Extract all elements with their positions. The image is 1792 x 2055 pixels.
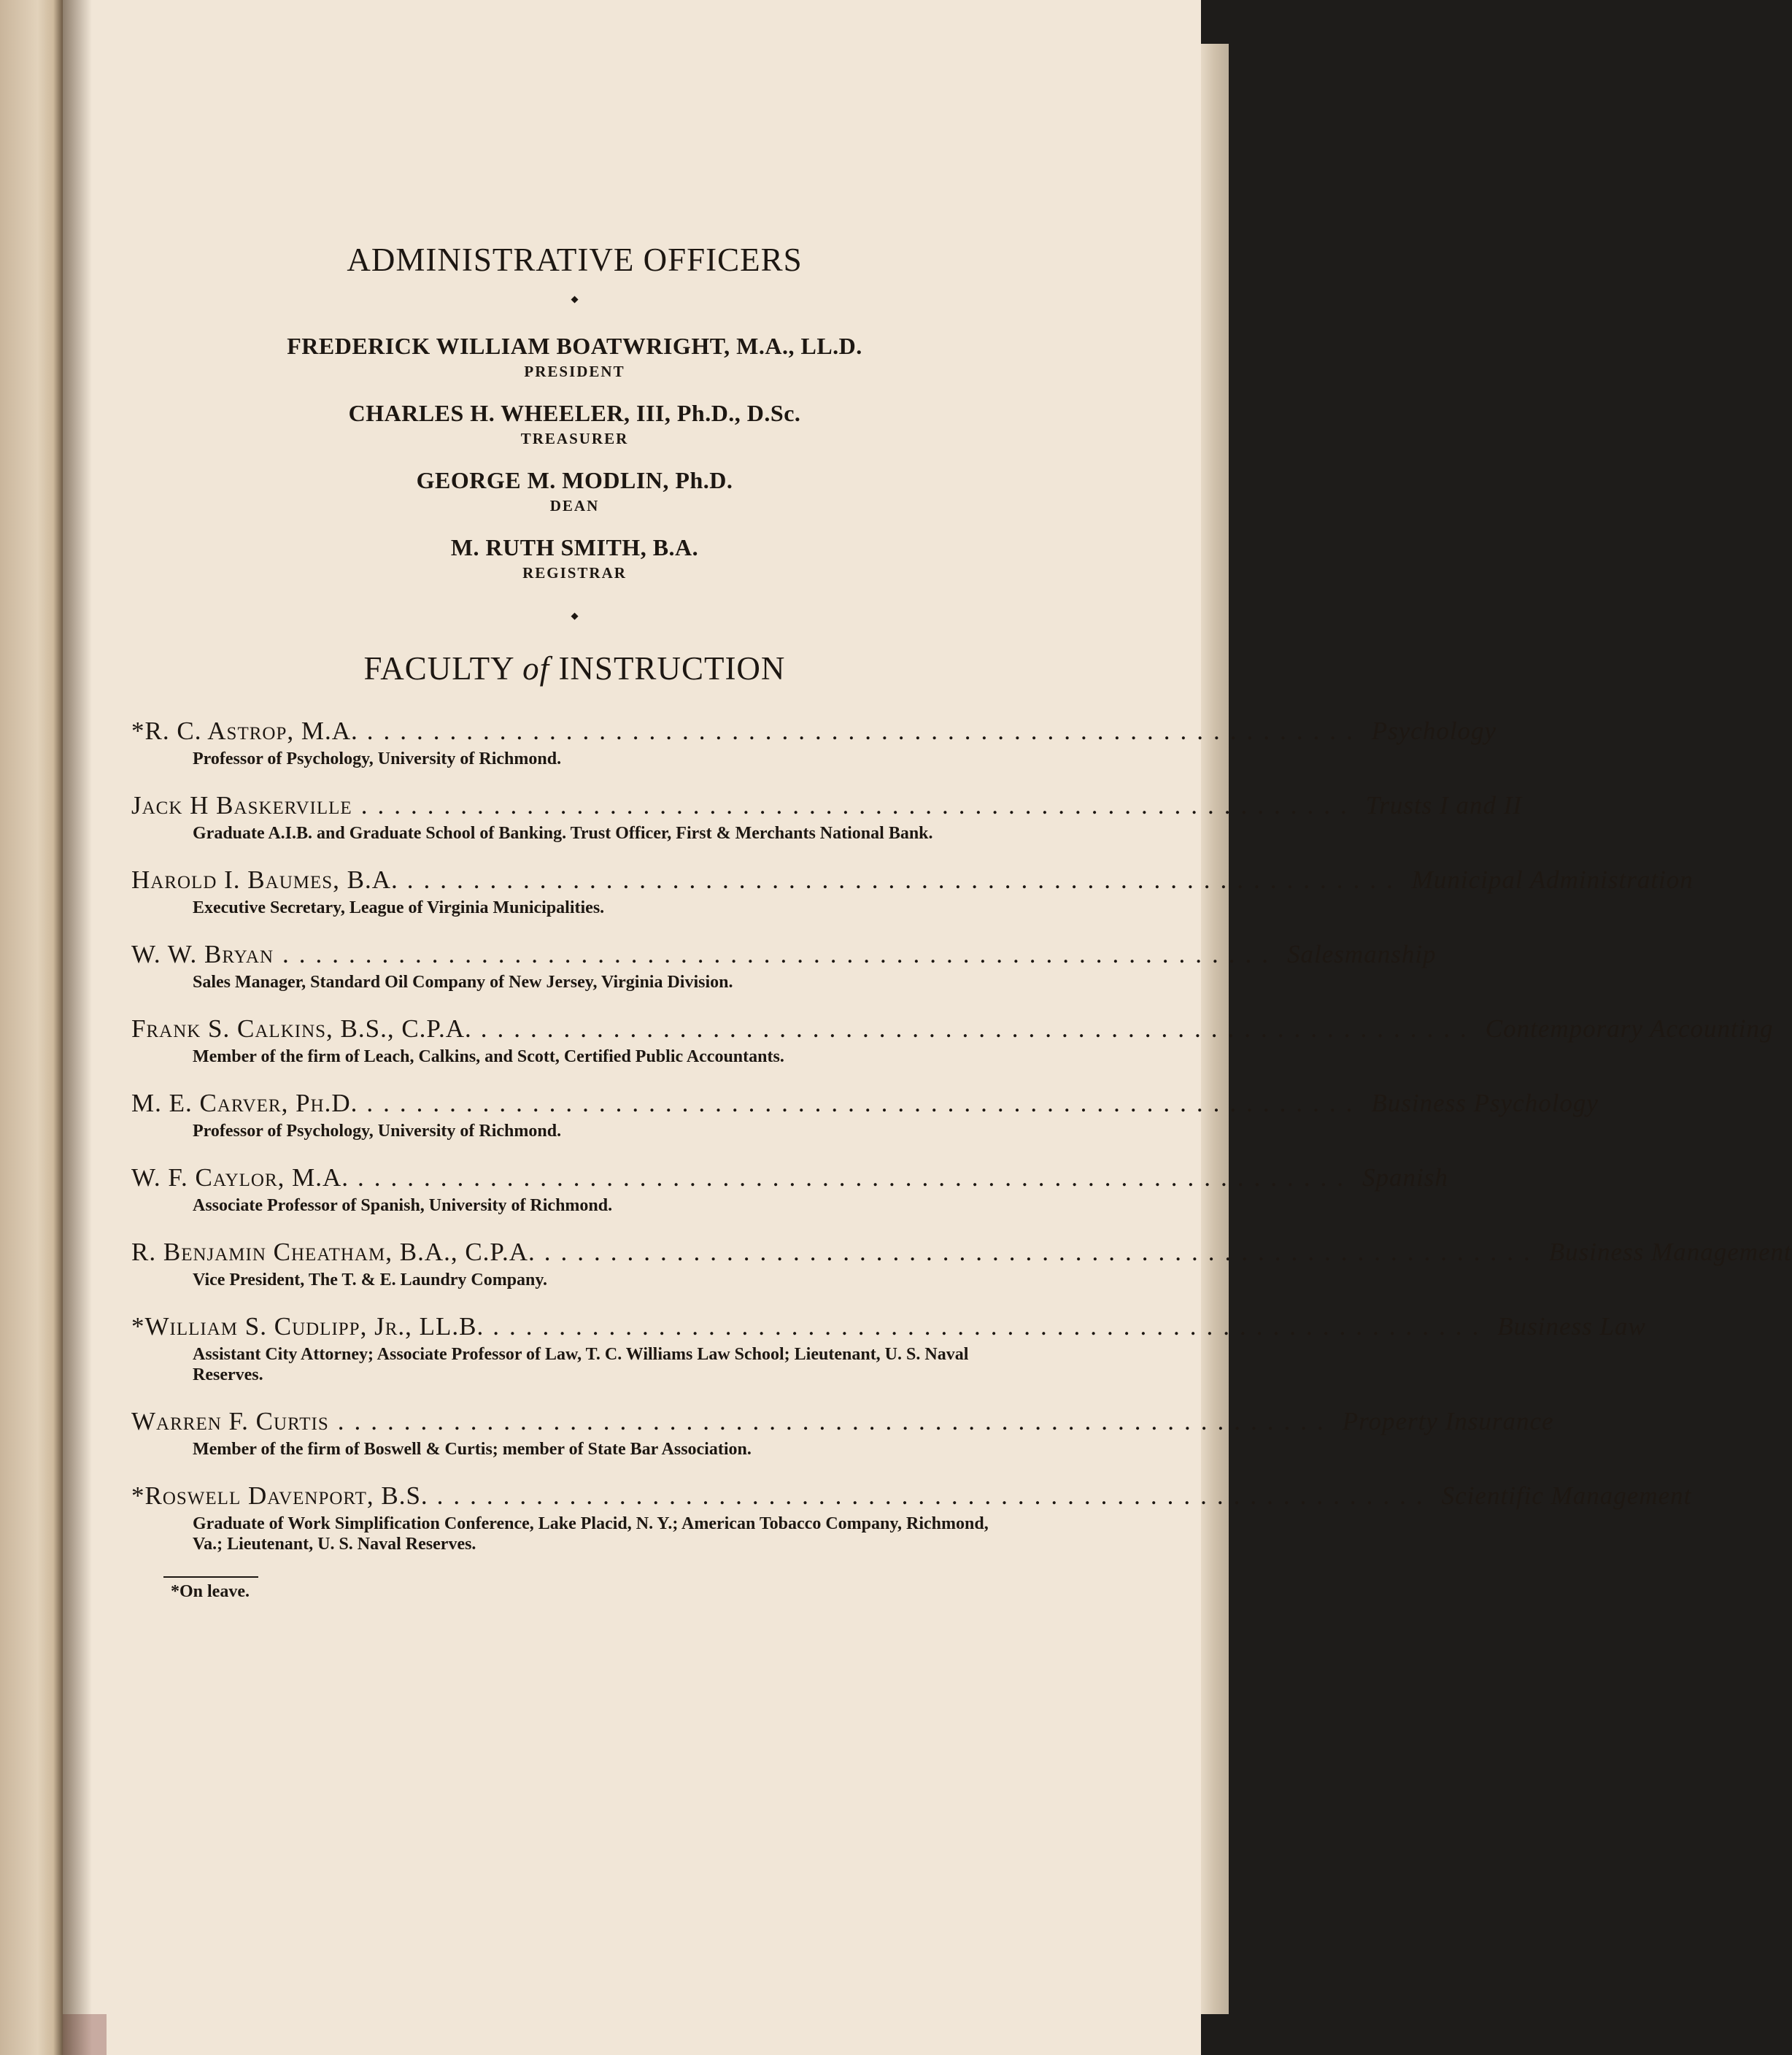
faculty-description: Assistant City Attorney; Associate Professor of Law, T. C. Williams Law School; Lieutenant, U. S. Naval Reserves. <box>193 1345 969 1384</box>
faculty-subject: Property Insurance <box>1342 1407 1554 1435</box>
faculty-description: Associate Professor of Spanish, University of Richmond. <box>193 1196 613 1215</box>
faculty-entry <box>131 791 1523 844</box>
officer-treasurer <box>131 400 1018 448</box>
faculty-entry-line <box>131 1089 1599 1118</box>
faculty-description: Executive Secretary, League of Virginia Municipalities. <box>193 898 605 917</box>
faculty-entry-line <box>131 1481 1692 1511</box>
faculty-entry <box>131 1312 1646 1385</box>
faculty-subject: Business Management <box>1548 1238 1792 1266</box>
faculty-entry <box>131 1238 1792 1290</box>
spine-shadow <box>63 0 92 2055</box>
faculty-name: M. E. Carver, Ph.D. <box>131 1089 358 1117</box>
faculty-list <box>131 717 1792 1554</box>
faculty-entry-line <box>131 940 1437 969</box>
faculty-description: Member of the firm of Boswell & Curtis; member of State Bar Association. <box>193 1440 752 1459</box>
faculty-title <box>131 649 1018 687</box>
officer-dean <box>131 467 1018 515</box>
faculty-name: R. Benjamin Cheatham, B.A., C.P.A. <box>131 1238 536 1266</box>
officer-name: CHARLES H. WHEELER, III, Ph.D., D.Sc. <box>348 400 801 426</box>
faculty-entry <box>131 1407 1554 1460</box>
administrative-officers-title: ADMINISTRATIVE OFFICERS <box>347 242 803 278</box>
dot-leader: ............................................................ <box>366 717 1363 745</box>
faculty-entry-line <box>131 1238 1792 1267</box>
faculty-subject: Trusts I and II <box>1365 791 1523 820</box>
dot-leader: ............................................................ <box>337 1407 1334 1435</box>
faculty-subject: Business Law <box>1497 1312 1646 1341</box>
officer-role: PRESIDENT <box>524 363 625 380</box>
faculty-entry-line <box>131 717 1497 746</box>
dot-leader: ............................................................ <box>358 1163 1354 1192</box>
faculty-description: Professor of Psychology, University of Richmond. <box>193 749 562 768</box>
dot-leader: ............................................................ <box>436 1481 1433 1510</box>
faculty-name: Frank S. Calkins, B.S., C.P.A. <box>131 1014 472 1043</box>
faculty-description: Vice President, The T. & E. Laundry Company. <box>193 1271 548 1289</box>
faculty-entry <box>131 1481 1692 1554</box>
faculty-entry-line <box>131 1014 1774 1044</box>
faculty-name: Jack H Baskerville <box>131 791 352 820</box>
faculty-entry <box>131 1163 1448 1216</box>
faculty-name: Harold I. Baumes, B.A. <box>131 865 398 894</box>
faculty-description: Member of the firm of Leach, Calkins, and Scott, Certified Public Accountants. <box>193 1047 784 1066</box>
officer-role: TREASURER <box>520 430 629 447</box>
faculty-entry-line <box>131 1163 1448 1192</box>
diamond-ornament-icon: ⬩ <box>571 604 579 628</box>
dot-leader: ............................................................ <box>544 1238 1540 1266</box>
faculty-entry-line <box>131 865 1693 895</box>
faculty-entry-line <box>131 791 1523 820</box>
faculty-entry <box>131 865 1693 918</box>
faculty-entry <box>131 1014 1774 1067</box>
dot-leader: ............................................................ <box>406 865 1403 894</box>
faculty-subject: Scientific Management <box>1441 1481 1692 1510</box>
dot-leader: ............................................................ <box>360 791 1357 820</box>
dot-leader: ............................................................ <box>480 1014 1477 1043</box>
dot-leader: ............................................................ <box>493 1312 1489 1341</box>
faculty-name: *Roswell Davenport, B.S. <box>131 1481 428 1510</box>
faculty-entry <box>131 717 1497 769</box>
faculty-subject: Contemporary Accounting <box>1485 1014 1774 1043</box>
faculty-name: W. W. Bryan <box>131 940 274 968</box>
faculty-title-of: of <box>522 650 550 687</box>
faculty-name: *William S. Cudlipp, Jr., LL.B. <box>131 1312 484 1341</box>
officer-role: DEAN <box>549 497 600 514</box>
faculty-title-part2: INSTRUCTION <box>558 650 786 687</box>
dot-leader: ............................................................ <box>366 1089 1363 1117</box>
faculty-entry <box>131 1089 1599 1141</box>
faculty-name: W. F. Caylor, M.A. <box>131 1163 349 1192</box>
faculty-subject: Municipal Administration <box>1411 865 1693 894</box>
diamond-ornament-icon: ⬩ <box>571 287 579 311</box>
left-page-edge <box>0 0 63 2055</box>
faculty-subject: Salesmanship <box>1287 940 1437 968</box>
faculty-name: *R. C. Astrop, M.A. <box>131 717 358 745</box>
page-content <box>131 241 1792 1602</box>
faculty-name: Warren F. Curtis <box>131 1407 329 1435</box>
officer-role: REGISTRAR <box>522 564 627 582</box>
faculty-subject: Business Psychology <box>1371 1089 1599 1117</box>
faculty-entry <box>131 940 1437 992</box>
officer-name: GEORGE M. MODLIN, Ph.D. <box>416 467 733 493</box>
dot-leader: ............................................................ <box>282 940 1279 968</box>
faculty-description: Graduate A.I.B. and Graduate School of Banking. Trust Officer, First & Merchants National Bank. <box>193 824 933 843</box>
faculty-description: Professor of Psychology, University of Richmond. <box>193 1122 562 1141</box>
faculty-entry-line <box>131 1312 1646 1341</box>
faculty-entry-line <box>131 1407 1554 1436</box>
faculty-subject: Spanish <box>1362 1163 1448 1192</box>
faculty-subject: Psychology <box>1371 717 1497 745</box>
officer-registrar <box>131 534 1018 582</box>
faculty-description: Graduate of Work Simplification Conference, Lake Placid, N. Y.; American Tobacco Company, Richmond, Va.; Lieutenant, U. S. Naval Reserves. <box>193 1514 989 1554</box>
faculty-title-part1: FACULTY <box>363 650 514 687</box>
faculty-description: Sales Manager, Standard Oil Company of New Jersey, Virginia Division. <box>193 973 733 992</box>
officer-name: M. RUTH SMITH, B.A. <box>450 534 699 560</box>
officer-president <box>131 333 1018 381</box>
officer-name: FREDERICK WILLIAM BOATWRIGHT, M.A., LL.D. <box>287 333 862 359</box>
footnote-rule <box>163 1576 258 1578</box>
footnote: *On leave. <box>171 1582 250 1601</box>
